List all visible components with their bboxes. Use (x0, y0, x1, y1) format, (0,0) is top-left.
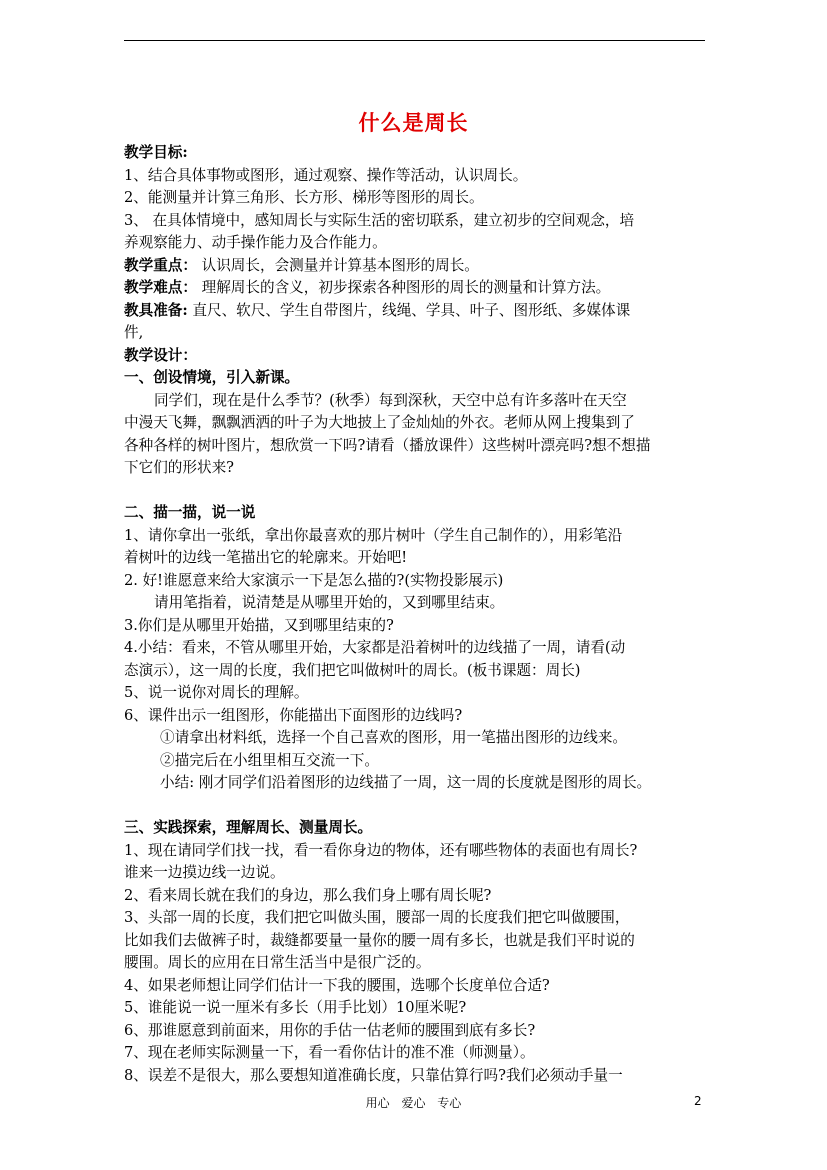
part-2-line-2: 着树叶的边线一笔描出它的轮廓来。开始吧! (124, 549, 408, 566)
part-3-line-4: 3、头部一周的长度，我们把它叫做头围，腰部一周的长度我们把它叫做腰围， (124, 909, 630, 926)
part-3-line-10: 7、现在老师实际测量一下，看一看你估计的准不准（师测量）。 (124, 1044, 535, 1061)
tools-text: 直尺、软尺、学生自带图片，线绳、学具、叶子、图形纸、多媒体课 (187, 301, 631, 319)
part-1-paragraph-line-4: 下它们的形状来? (124, 459, 234, 476)
footer-motto: 用心 爱心 专心 (365, 1096, 462, 1110)
spacer (124, 480, 705, 503)
part-3-line-8: 5、谁能说一说一厘米有多长（用手比划）10厘米呢? (124, 999, 467, 1016)
page-number: 2 (694, 1094, 702, 1108)
part-1-paragraph-line-1: 同学们，现在是什么季节？(秋季）每到深秋，天空中总有许多落叶在天空 (154, 391, 627, 409)
tools-continued: 件, (124, 324, 144, 341)
part-2-line-4: 请用笔指着，说清楚是从哪里开始的，又到哪里结束。 (154, 594, 505, 611)
goals-heading: 教学目标: (124, 144, 188, 161)
difficulty-text: 理解周长的含义，初步探索各种图形的周长的测量和计算方法。 (196, 279, 611, 296)
part-3-line-7: 4、如果老师想让同学们估计一下我的腰围，选哪个长度单位合适? (124, 976, 550, 994)
part-2-line-6: 4.小结：看来，不管从哪里开始，大家都是沿着树叶的边线描了一周，请看(动 (124, 639, 626, 656)
part-3-line-1: 1、现在请同学们找一找，看一看你身边的物体，还有哪些物体的表面也有周长? (124, 841, 638, 859)
part-1-paragraph-line-2: 中漫天飞舞，飘飘洒洒的叶子为大地披上了金灿灿的外衣。老师从网上搜集到了 (124, 414, 635, 431)
spacer (124, 795, 705, 818)
part-2-heading: 二、描一描，说一说 (124, 504, 256, 521)
part-2-line-8: 5、说一说你对周长的理解。 (124, 684, 309, 701)
tools (124, 300, 705, 323)
part-3-heading: 三、实践探索，理解周长、测量周长。 (124, 819, 373, 836)
part-2-line-9: 6、课件出示一组图形，你能描出下面图形的边线吗? (124, 706, 463, 724)
part-2-line-7: 态演示），这一周的长度，我们把它叫做树叶的周长。(板书课题：周长) (124, 661, 581, 679)
part-3-line-9: 6、那谁愿意到前面来，用你的手估一估老师的腰围到底有多长? (124, 1021, 536, 1039)
part-2-line-1: 1、请你拿出一张纸，拿出你最喜欢的那片树叶（学生自己制作的），用彩笔沿 (124, 526, 623, 544)
goal-3-line-1: 3、 在具体情境中，感知周长与实际生活的密切联系，建立初步的空间观念，培 (124, 211, 635, 229)
part-2-line-5: 3.你们是从哪里开始描，又到哪里结束的? (124, 616, 394, 634)
key-point (124, 255, 705, 278)
part-3-line-6: 腰围。周长的应用在日常生活当中是很广泛的。 (124, 954, 431, 971)
part-1-paragraph-line-3: 各种各样的树叶图片，想欣赏一下吗?请看（播放课件）这些树叶漂亮吗?想不想描 (124, 436, 651, 454)
part-3-line-11: 8、误差不是很大，那么要想知道准确长度，只靠估算行吗?我们必须动手量一 (124, 1066, 623, 1084)
tools-label: 教具准备: (124, 301, 188, 319)
part-2-line-10: ①请拿出材料纸，选择一个自己喜欢的图形，用一笔描出图形的边线来。 (160, 729, 628, 746)
key-point-text: 认识周长，会测量并计算基本图形的周长。 (196, 256, 479, 274)
difficulty-label: 教学难点： (124, 279, 197, 296)
part-2-summary: 小结: 刚才同学们沿着图形的边线描了一周，这一周的长度就是图形的周长。 (160, 774, 652, 791)
document-body (124, 142, 705, 1087)
goal-1: 1、结合具体事物或图形，通过观察、操作等活动，认识周长。 (124, 166, 528, 184)
part-3-line-5: 比如我们去做裤子时，裁缝都要量一量你的腰一周有多长，也就是我们平时说的 (124, 931, 635, 949)
goal-2: 2、能测量并计算三角形、长方形、梯形等图形的周长。 (124, 189, 484, 206)
part-1-heading: 一、创设情境，引入新课。 (124, 369, 300, 386)
header-rule (124, 40, 705, 41)
difficulty (124, 277, 705, 300)
document-title: 什么是周长 (358, 110, 469, 135)
key-point-label: 教学重点： (124, 256, 197, 274)
part-3-line-3: 2、看来周长就在我们的身边，那么我们身上哪有周长呢? (124, 886, 492, 904)
part-2-line-3: 2. 好!谁愿意来给大家演示一下是怎么描的?(实物投影展示) (124, 571, 504, 589)
part-3-line-2: 谁来一边摸边线一边说。 (124, 864, 285, 881)
goal-3-line-2: 养观察能力、动手操作能力及合作能力。 (124, 234, 387, 251)
design-heading: 教学设计： (124, 346, 197, 364)
part-2-line-11: ②描完后在小组里相互交流一下。 (160, 751, 379, 769)
